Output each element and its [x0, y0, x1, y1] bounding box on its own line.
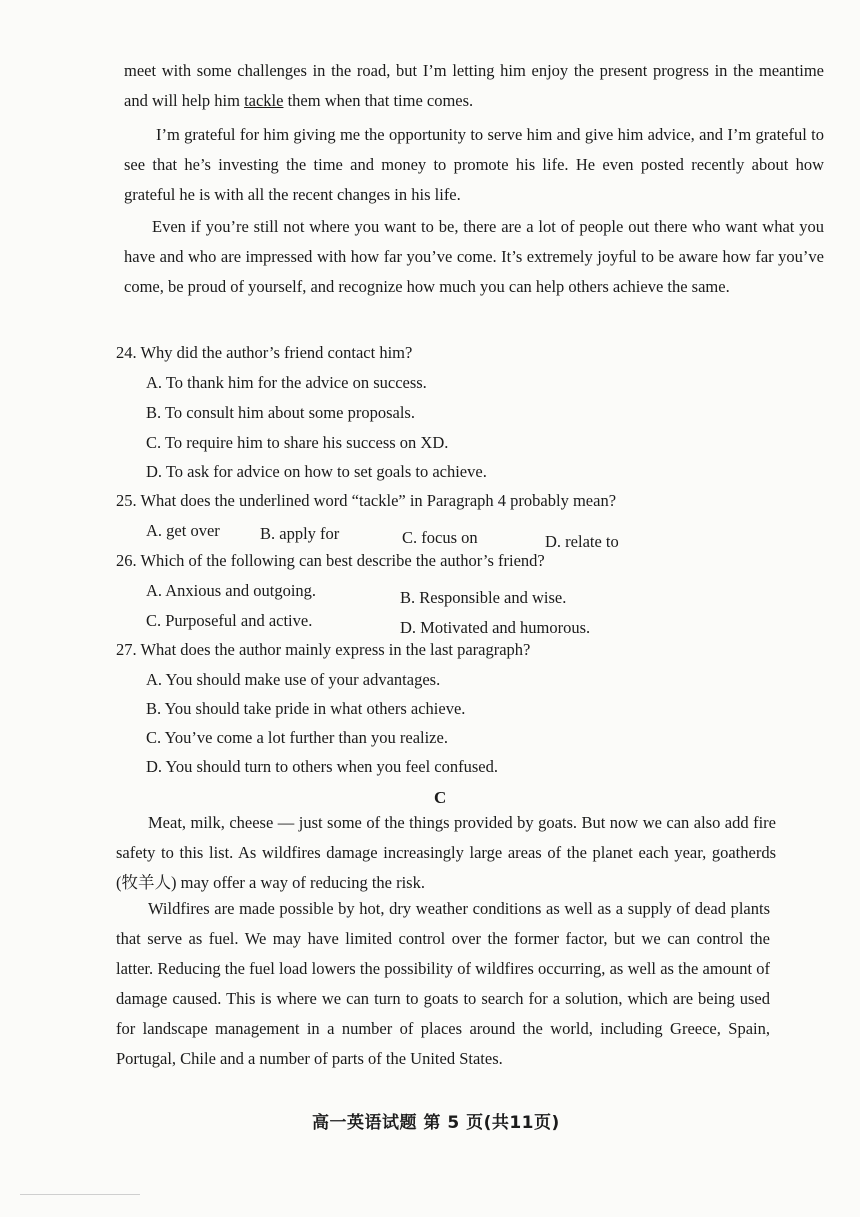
- question-25-option-b: B. apply for: [260, 524, 340, 543]
- question-26-option-b: B. Responsible and wise.: [400, 588, 567, 607]
- question-25-option-c: C. focus on: [402, 528, 478, 547]
- question-27-option-a: A. You should make use of your advantages.: [146, 670, 441, 689]
- question-24-option-b: B. To consult him about some proposals.: [146, 403, 415, 422]
- passage-b-paragraph-3: [124, 56, 824, 116]
- question-24-stem: 24. Why did the author’s friend contact him?: [116, 343, 413, 362]
- question-24-option-a: A. To thank him for the advice on success.: [146, 373, 427, 392]
- question-26-stem: 26. Which of the following can best describe the author’s friend?: [116, 551, 545, 570]
- question-25-stem: 25. What does the underlined word “tackle” in Paragraph 4 probably mean?: [116, 491, 617, 510]
- question-27-option-b: B. You should take pride in what others achieve.: [146, 699, 466, 718]
- page-footer: 高一英语试题 第 5 页(共11页): [312, 1113, 560, 1133]
- passage-c-paragraph-2: Wildfires are made possible by hot, dry weather conditions as well as a supply of dead plants that serve as fuel. We may have limited control over the former factor, but we can control the latter. Reducing the fuel load lowers the possibility of wildfires occurring, as well as the amount of damage caused. This is where we can turn to goats to search for a solution, which are being used for landscape management in a number of places around the world, including Greece, Spain, Portugal, Chile and a number of parts of the United States.: [116, 899, 770, 1068]
- section-heading-c: C: [434, 788, 447, 807]
- question-26-option-c: C. Purposeful and active.: [146, 611, 313, 630]
- passage-b-paragraph-4: I’m grateful for him giving me the opportunity to serve him and give him advice, and I’m grateful to see that he’s investing the time and money to promote his life. He even posted recently about how grateful he is with all the recent changes in his life.: [124, 125, 824, 204]
- passage-c-paragraph-1: Meat, milk, cheese — just some of the things provided by goats. But now we can also add fire safety to this list. As wildfires damage increasingly large areas of the planet each year, goatherds (牧羊人) may offer a way of reducing the risk.: [116, 813, 776, 892]
- question-25-option-d: D. relate to: [545, 532, 619, 551]
- question-26-option-a: A. Anxious and outgoing.: [146, 581, 317, 600]
- question-25-option-a: A. get over: [146, 521, 220, 540]
- paragraph-text: meet with some challenges in the road, but I’m letting him enjoy the present progress in the meantime and will help him: [124, 61, 824, 110]
- paragraph-text: them when that time comes.: [283, 91, 474, 110]
- question-24-option-c: C. To require him to share his success on XD.: [146, 433, 449, 452]
- question-27-stem: 27. What does the author mainly express in the last paragraph?: [116, 640, 531, 659]
- question-24-option-d: D. To ask for advice on how to set goals to achieve.: [146, 462, 487, 481]
- question-26-option-d: D. Motivated and humorous.: [400, 618, 591, 637]
- question-27-option-d: D. You should turn to others when you feel confused.: [146, 757, 498, 776]
- underlined-word: tackle: [244, 91, 284, 110]
- scan-edge-line: [20, 1194, 140, 1195]
- question-27-option-c: C. You’ve come a lot further than you realize.: [146, 728, 448, 747]
- passage-b-paragraph-5: Even if you’re still not where you want to be, there are a lot of people out there who want what you have and who are impressed with how far you’ve come. It’s extremely joyful to be aware how far you’ve come, be proud of yourself, and recognize how much you can help others achieve the same.: [124, 217, 824, 296]
